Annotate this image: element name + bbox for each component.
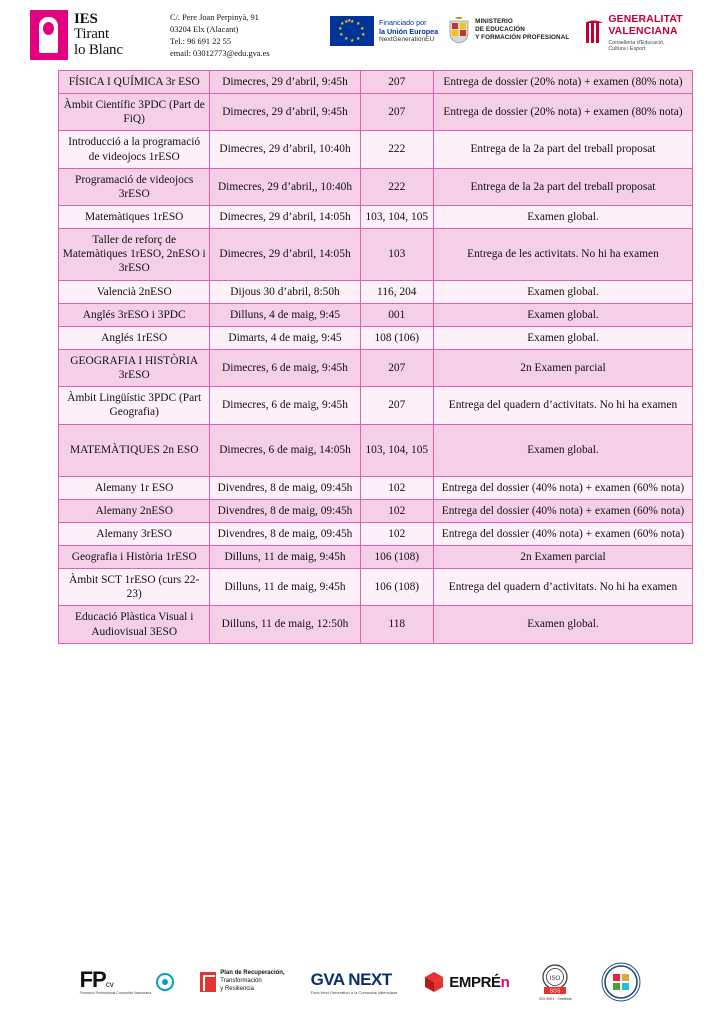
cell-room: 207 [360, 349, 433, 386]
cell-notes: Entrega del dossier (40% nota) + examen (60% nota) [433, 476, 692, 499]
table-row [59, 522, 693, 545]
cell-date: Divendres, 8 de maig, 09:45h [210, 499, 360, 522]
eu-stars: ★ ★ ★ ★ ★ ★ ★ ★ ★ ★ ★ ★ [338, 19, 366, 44]
cell-room: 116, 204 [360, 280, 433, 303]
eu-line3: NextGenerationEU [379, 36, 435, 43]
gva-line1: GENERALITAT [608, 14, 683, 25]
table-row [59, 424, 693, 476]
ministry-logo [448, 10, 569, 44]
ministry-line2: DE EDUCACIÓN [475, 25, 525, 33]
table-row [59, 71, 693, 94]
cell-room: 108 (106) [360, 326, 433, 349]
table-row [59, 94, 693, 131]
cell-subject: Àmbit SCT 1rESO (curs 22-23) [59, 569, 210, 606]
cell-subject: Alemany 3rESO [59, 522, 210, 545]
plan-recuperacion-icon [200, 972, 216, 992]
cell-subject: Matemàtiques 1rESO [59, 205, 210, 228]
cell-notes: Entrega de les activitats. No hi ha examen [433, 229, 692, 280]
table-row [59, 569, 693, 606]
gva-next-logo [311, 970, 398, 995]
fp-circle-icon [156, 973, 174, 991]
table-row [59, 229, 693, 280]
address-street: C/. Pere Joan Perpinyà, 91 [170, 13, 259, 22]
table-row [59, 387, 693, 424]
document-header [0, 0, 721, 64]
fp-title: FP [79, 966, 106, 992]
cell-date: Dimecres, 6 de maig, 9:45h [210, 349, 360, 386]
cell-date: Dimecres, 29 d’abril, 14:05h [210, 205, 360, 228]
empren-cube-icon [423, 971, 445, 993]
empren-text: EMPRÉn [449, 973, 510, 991]
table-row [59, 280, 693, 303]
cell-date: Divendres, 8 de maig, 09:45h [210, 476, 360, 499]
cell-notes: Entrega del dossier (40% nota) + examen (60% nota) [433, 499, 692, 522]
cell-room: 207 [360, 71, 433, 94]
table-row [59, 205, 693, 228]
cell-subject: GEOGRAFIA I HISTÒRIA 3rESO [59, 349, 210, 386]
ministry-line3: Y FORMACIÓN PROFESIONAL [475, 34, 570, 42]
cell-subject: Valencià 2nESO [59, 280, 210, 303]
cell-notes: 2n Examen parcial [433, 349, 692, 386]
ministry-line1: MINISTERIO [475, 17, 513, 25]
ministry-caption [475, 18, 569, 43]
cell-date: Dimecres, 29 d’abril, 14:05h [210, 229, 360, 280]
cell-subject: Alemany 2nESO [59, 499, 210, 522]
table-row [59, 168, 693, 205]
fp-logo-text [79, 966, 152, 992]
svg-text:SGS: SGS [550, 988, 561, 995]
school-address [170, 10, 320, 60]
table-row [59, 545, 693, 568]
cell-room: 106 (108) [360, 569, 433, 606]
cell-date: Dimecres, 29 d’abril, 9:45h [210, 71, 360, 94]
sdg-wheel-icon [601, 962, 641, 1002]
school-name-line2: Tirant [74, 26, 109, 43]
exam-schedule-section [0, 64, 721, 644]
gva-next-caption: Fons Next Generation a la Comunitat Valenciana [310, 989, 398, 995]
cell-date: Dimecres, 6 de maig, 9:45h [210, 387, 360, 424]
table-row [59, 303, 693, 326]
cell-subject: Programació de videojocs 3rESO [59, 168, 210, 205]
school-name-line1: IES [74, 10, 98, 27]
gva-caption [608, 14, 683, 53]
cell-notes: 2n Examen parcial [433, 545, 692, 568]
cell-date: Dimecres, 29 d’abril,, 10:40h [210, 168, 360, 205]
cell-date: Dimecres, 29 d’abril, 10:40h [210, 131, 360, 168]
pr-line1: Plan de Recuperación, [220, 970, 285, 977]
cell-subject: Àmbit Lingüístic 3PDC (Part Geografia) [59, 387, 210, 424]
cell-room: 222 [360, 168, 433, 205]
pr-line3: y Resiliencia [220, 985, 254, 992]
gva-line2: VALENCIANA [608, 26, 678, 38]
cell-notes: Examen global. [433, 205, 692, 228]
cell-date: Divendres, 8 de maig, 09:45h [210, 522, 360, 545]
eu-caption [379, 18, 438, 45]
cell-date: Dilluns, 4 de maig, 9:45 [210, 303, 360, 326]
generalitat-valenciana-logo [579, 10, 683, 53]
cell-subject: FÍSICA I QUÍMICA 3r ESO [59, 71, 210, 94]
cell-notes: Entrega del quadern d’activitats. No hi ha examen [433, 569, 692, 606]
empren-logo [423, 971, 509, 993]
table-row [59, 326, 693, 349]
table-row [59, 476, 693, 499]
cell-room: 102 [360, 476, 433, 499]
cell-date: Dimecres, 6 de maig, 14:05h [210, 424, 360, 476]
table-body [59, 71, 693, 644]
cell-notes: Examen global. [433, 424, 692, 476]
sdg-logo [601, 962, 641, 1002]
fp-sub-small: cv [105, 979, 114, 989]
gva-line3: Conselleria d'Educació, [608, 40, 665, 47]
cell-subject: MATEMÀTIQUES 2n ESO [59, 424, 210, 476]
address-phone: Tel.: 96 691 22 55 [170, 36, 232, 46]
cell-notes: Entrega del dossier (40% nota) + examen (60% nota) [433, 522, 692, 545]
cell-notes: Examen global. [433, 280, 692, 303]
cell-notes: Entrega del quadern d’activitats. No hi ha examen [433, 387, 692, 424]
cell-notes: Examen global. [433, 326, 692, 349]
cell-notes: Entrega de la 2a part del treball proposat [433, 168, 692, 205]
cell-notes: Examen global. [433, 606, 692, 643]
cell-subject: Alemany 1r ESO [59, 476, 210, 499]
cell-room: 103, 104, 105 [360, 424, 433, 476]
address-email: email: 03012773@edu.gva.es [170, 48, 270, 58]
spain-coat-of-arms-icon [448, 16, 470, 44]
school-name-line3: lo Blanc [74, 41, 123, 58]
sgs-caption: ISO 9001 · Certificat [539, 997, 572, 1001]
cell-room: 106 (108) [360, 545, 433, 568]
table-row [59, 349, 693, 386]
cell-room: 102 [360, 522, 433, 545]
gva-emblem-icon [585, 20, 603, 46]
eu-line2: la Unión Europea [379, 26, 439, 36]
gva-line4: Cultura i Esport [608, 46, 646, 53]
cell-subject: Anglés 1rESO [59, 326, 210, 349]
cell-room: 103 [360, 229, 433, 280]
exam-schedule-table [58, 70, 693, 644]
footer-logo-strip [0, 962, 721, 1002]
address-city: 03204 Elx (Alacant) [170, 24, 239, 34]
cell-subject: Introducció a la programació de videojocs 1rESO [59, 131, 210, 168]
pr-line2: Transformación [220, 978, 262, 985]
cell-notes: Entrega de la 2a part del treball proposat [433, 131, 692, 168]
cell-notes: Entrega de dossier (20% nota) + examen (80% nota) [433, 94, 692, 131]
school-emblem-icon [30, 10, 68, 60]
eu-line1: Financiado por [379, 17, 427, 27]
sgs-seal-icon [535, 963, 575, 997]
cell-date: Dimecres, 29 d’abril, 9:45h [210, 94, 360, 131]
cell-notes: Examen global. [433, 303, 692, 326]
cell-date: Dilluns, 11 de maig, 9:45h [210, 545, 360, 568]
cell-subject: Taller de reforç de Matemàtiques 1rESO, 2nESO i 3rESO [59, 229, 210, 280]
cell-room: 103, 104, 105 [360, 205, 433, 228]
cell-date: Dilluns, 11 de maig, 9:45h [210, 569, 360, 606]
table-row [59, 606, 693, 643]
svg-text:ISO: ISO [550, 976, 561, 982]
school-logo [30, 10, 160, 60]
eu-funding-logo [330, 10, 438, 46]
cell-date: Dijous 30 d’abril, 8:50h [210, 280, 360, 303]
fp-cv-logo [79, 966, 175, 996]
sgs-certification-logo [535, 963, 575, 1001]
cell-room: 207 [360, 94, 433, 131]
cell-subject: Anglés 3rESO i 3PDC [59, 303, 210, 326]
school-name [74, 12, 123, 58]
plan-recuperacion-caption [220, 970, 284, 993]
cell-room: 001 [360, 303, 433, 326]
cell-room: 118 [360, 606, 433, 643]
table-row [59, 499, 693, 522]
cell-room: 207 [360, 387, 433, 424]
gva-next-text: GVA NEXT [310, 969, 392, 989]
cell-date: Dilluns, 11 de maig, 12:50h [210, 606, 360, 643]
cell-room: 222 [360, 131, 433, 168]
cell-date: Dimarts, 4 de maig, 9:45 [210, 326, 360, 349]
eu-flag-icon [330, 16, 374, 46]
cell-subject: Àmbit Científic 3PDC (Part de FiQ) [59, 94, 210, 131]
table-row [59, 131, 693, 168]
cell-notes: Entrega de dossier (20% nota) + examen (80% nota) [433, 71, 692, 94]
plan-recuperacion-logo [200, 970, 284, 993]
cell-subject: Geografia i Història 1rESO [59, 545, 210, 568]
fp-caption: Formació Professional Comunitat Valenciana [79, 990, 152, 995]
cell-room: 102 [360, 499, 433, 522]
cell-subject: Educació Plàstica Visual i Audiovisual 3ESO [59, 606, 210, 643]
